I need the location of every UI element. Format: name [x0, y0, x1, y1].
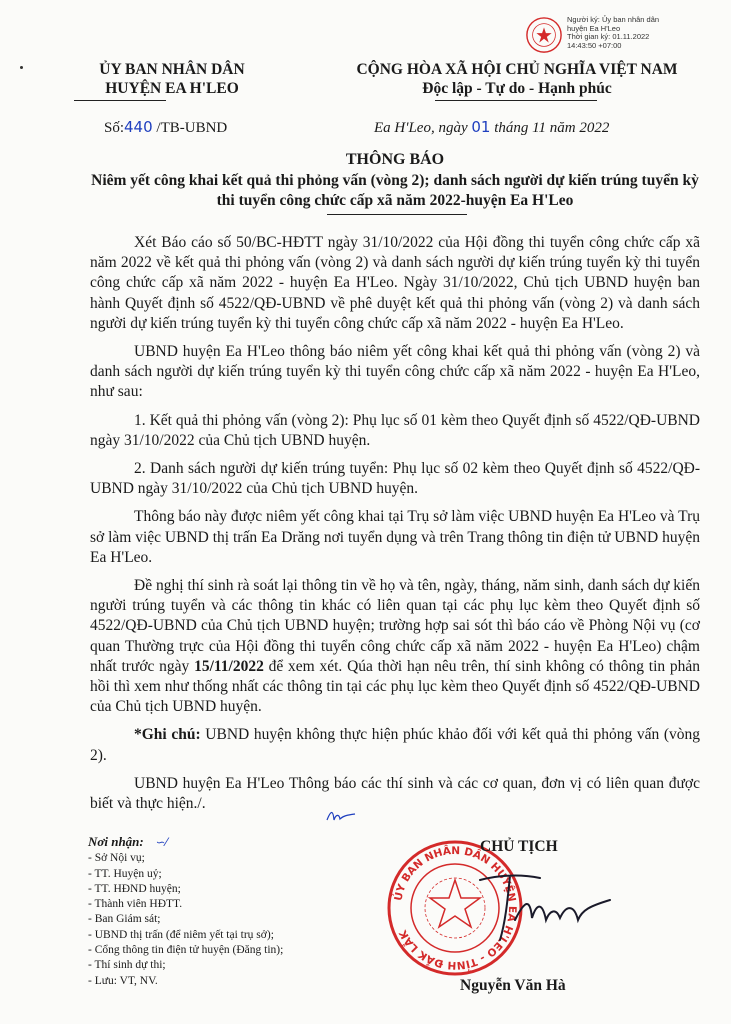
- subtitle-underline: [327, 214, 467, 215]
- national-header: [312, 60, 722, 98]
- document-date: [374, 118, 609, 137]
- agency-header: [62, 60, 282, 98]
- date-suffix: tháng 11 năm 2022: [494, 120, 610, 136]
- doc-number-handwritten: 440: [124, 118, 153, 136]
- recipient-item: - Thí sinh dự thi;: [88, 959, 166, 972]
- recipients-handwritten-mark: ∽⁄: [155, 835, 168, 849]
- digital-signature-block: [525, 14, 725, 66]
- document-body: [90, 233, 700, 822]
- document-title: THÔNG BÁO: [345, 151, 445, 168]
- note-text: UBND huyện không thực hiện phúc khảo đối với kết quả thi phỏng vấn (vòng 2).: [90, 726, 701, 764]
- recipient-item: - Cổng thông tin điện tử huyện (Đăng tin);: [88, 944, 284, 957]
- recipient-item: - Thành viên HĐTT.: [88, 898, 183, 911]
- recipient-item: - TT. HĐND huyện;: [88, 882, 181, 895]
- body-note: [90, 725, 700, 765]
- document-subtitle: Niêm yết công khai kết quả thi phỏng vấn (vòng 2); danh sách người dự kiến trúng tuyển kỳ thi tuyển công chức cấp xã năm 2022-huyện Ea H'Leo: [91, 172, 699, 209]
- document-number: [104, 118, 227, 137]
- body-paragraph: UBND huyện Ea H'Leo Thông báo các thí sinh và các cơ quan, đơn vị có liên quan được biết và thực hiện./.: [90, 774, 700, 813]
- body-paragraph: 1. Kết quả thi phỏng vấn (vòng 2): Phụ lục số 01 kèm theo Quyết định số 4522/QĐ-UBND ngày 31/10/2022 của Chủ tịch UBND huyện.: [90, 411, 700, 449]
- scan-speck: [20, 66, 23, 69]
- national-motto: Độc lập - Tự do - Hạnh phúc: [422, 80, 612, 97]
- agency-name: ỦY BAN NHÂN DÂN: [99, 61, 245, 78]
- deadline-date: 15/11/2022: [194, 657, 264, 675]
- date-prefix: Ea H'Leo, ngày: [374, 120, 468, 136]
- signer-title: CHỦ TỊCH: [480, 838, 558, 855]
- recipients-heading: Nơi nhận:: [88, 834, 144, 849]
- signature-signer: Người ký: Ủy ban nhân dân: [567, 15, 660, 24]
- doc-number-suffix: /TB-UBND: [156, 120, 228, 136]
- digital-seal-icon: [525, 16, 563, 54]
- body-paragraph: Thông báo này được niêm yết công khai tại Trụ sở làm việc UBND huyện Ea H'Leo và Trụ sở làm việc UBND thị trấn Ea Drăng nơi tuyển dụng và trên Trang thông tin điện tử UBND huyện Ea H'Leo.: [90, 508, 700, 566]
- recipient-item: - Sở Nội vụ;: [88, 852, 145, 865]
- body-text: Đề nghị thí sinh rà soát lại thông tin về họ và tên, ngày, tháng, năm sinh, danh sách dự kiến người trúng tuyển và các thông tin khác có liên quan tại các phụ lục kèm theo Quyết định số 4522/QĐ-UBND của Chủ tịch UBND huyện; trường hợp sai sót thì báo cáo về Phòng Nội vụ (cơ quan Thường trực của Hội đồng thi tuyển công chức cấp xã năm 2022 - huyện Ea H'Leo) chậm nhất trước ngày: [90, 577, 700, 675]
- body-paragraph: 2. Danh sách người dự kiến trúng tuyển: Phụ lục số 02 kèm theo Quyết định số 4522/QĐ-UBND ngày 31/10/2022 của Chủ tịch UBND huyện.: [90, 460, 700, 498]
- signer-name: Nguyễn Văn Hà: [460, 977, 566, 994]
- agency-district: HUYỆN EA H'LEO: [105, 80, 239, 97]
- recipients-list: [88, 834, 388, 989]
- signature-signer-unit: huyện Ea H'Leo: [567, 23, 621, 33]
- motto-underline: [435, 100, 597, 101]
- initials-mark-icon: [325, 808, 357, 824]
- body-paragraph: Xét Báo cáo số 50/BC-HĐTT ngày 31/10/2022 của Hội đồng thi tuyển công chức cấp xã năm 2022 về kết quả thi phỏng vấn (vòng 2) và danh sách người dự kiến trúng tuyển kỳ thi tuyển công chức cấp xã năm 2022 - huyện Ea H'Leo. Ngày 31/10/2022, Chủ tịch UBND huyện ban hành Quyết định số 4522/QĐ-UBND về phê duyệt kết quả thi phỏng vấn (vòng 2) và danh sách người dự kiến trúng tuyển kỳ thi tuyển công chức cấp xã năm 2022 - huyện Ea H'Leo.: [90, 234, 700, 332]
- seal-text: ỦY BAN NHÂN DÂN HUYỆN EA H'LEO - TỈNH ĐẮK LẮK: [392, 844, 519, 972]
- recipient-item: - Lưu: VT, NV.: [88, 974, 158, 987]
- recipient-item: - TT. Huyện uỷ;: [88, 867, 162, 880]
- recipient-item: - UBND thị trấn (để niêm yết tại trụ sở);: [88, 928, 274, 941]
- agency-underline: [74, 100, 166, 101]
- signature-time: Thời gian ký: 01.11.2022: [567, 32, 650, 42]
- body-paragraph: [90, 576, 700, 717]
- recipient-item: - Ban Giám sát;: [88, 913, 161, 926]
- date-day-handwritten: 01: [471, 118, 491, 136]
- body-paragraph: UBND huyện Ea H'Leo thông báo niêm yết công khai kết quả thi phỏng vấn (vòng 2) và danh sách người dự kiến trúng tuyển kỳ thi tuyển công chức cấp xã năm 2022 - huyện Ea H'Leo, như sau:: [90, 343, 700, 401]
- note-label: *Ghi chú:: [134, 726, 201, 744]
- doc-number-prefix: Số:: [104, 120, 125, 136]
- signature-timezone: 14:43:50 +07:00: [567, 40, 622, 50]
- handwritten-signature-icon: [470, 860, 620, 950]
- nation-name: CỘNG HÒA XÃ HỘI CHỦ NGHĨA VIỆT NAM: [356, 61, 678, 78]
- body-text: để xem xét. Qúa thời hạn nêu trên, thí sinh không có thông tin phản hồi thì xem như thống nhất các thông tin tại các phụ lục kèm theo Quyết định số 4522/QĐ-UBND của Chủ tịch UBND huyện.: [90, 657, 701, 716]
